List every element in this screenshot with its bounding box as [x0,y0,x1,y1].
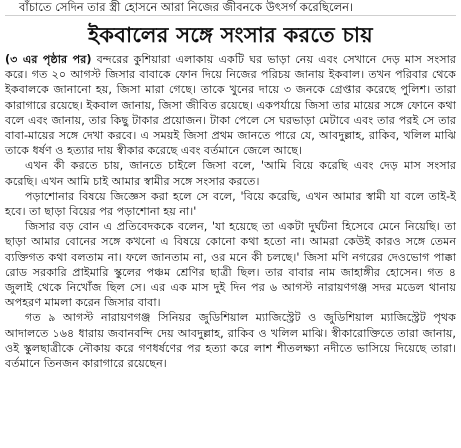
paragraph-3: পড়াশোনার বিষয়ে জিজ্ঞেস করা হলে সে বলে, 'বিয়ে করেছি, এখন আমার স্বামী যা বলে তাই-ই হবে। তা ছাড়া বিয়ের পর পড়াশোনা হয় না।' [5,189,456,219]
paragraph-5: গত ৯ আগস্ট নারায়ণগঞ্জ সিনিয়র জুডিশিয়াল ম্যাজিস্ট্রেট ও জুডিশিয়াল ম্যাজিস্ট্রেট পৃথক আদালতে ১৬৪ ধারায় জবানবন্দি দেয় আবদুল্লাহ, রাকিব ও খলিল মাঝি। স্বীকারোক্তিতে তারা জানায়, ওই স্কুলছাত্রীকে নৌকায় করে গণধর্ষণের পর হত্যা করে লাশ শীতলক্ষ্যা নদীতে ভাসিয়ে দিয়েছে তারা। বর্তমানে তিনজন কারাগারে রয়েছেন। [5,311,456,371]
paragraph-1 [5,52,456,158]
article-body [5,52,456,371]
headline: ইকবালের সঙ্গে সংসার করতে চায় [88,23,373,47]
continued-from-label: (৩ এর পৃষ্ঠার পর) [5,53,92,66]
paragraph-4: জিসার বড় বোন এ প্রতিবেদককে বলেন, 'যা হয়েছে তা একটা দুর্ঘটনা হিসেবে মেনে নিয়েছি। তা ছাড়া আমার বোনের সঙ্গে কখনো এ বিষয়ে কোনো কথা হতো না। আমরা কেউই কারও সঙ্গে তেমন ব্যক্তিগত কথা বলতাম না। ফলে জানতাম না, ওর মনে কী চলছে।' জিসা মণি নগরের দেওভোগ পাক্কা রোড সরকারি প্রাইমারি স্কুলের পঞ্চম শ্রেণির ছাত্রী ছিল। তার বাবার নাম জাহাঙ্গীর হোসেন। গত ৪ জুলাই থেকে নিখোঁজ ছিল সে। এর এক মাস দুই দিন পর ৬ আগস্ট নারায়ণগঞ্জ সদর মডেল থানায় অপহরণ মামলা করেন জিসার বাবা। [5,220,456,310]
paragraph-2: এখন কী করতে চায়, জানতে চাইলে জিসা বলে, 'আমি বিয়ে করেছি এবং দেড় মাস সংসার করেছি। এখন আমি চাই আমার স্বামীর সঙ্গে সংসার করতে। [5,159,456,188]
previous-article-tail: বাঁচাতে সেদিন তার স্ত্রী হোসনে আরা নিজের জীবনকে উৎসর্গ করেছিলেন। [5,0,456,16]
paragraph-1-text: বন্দরের কুশিয়ারা এলাকায় একটি ঘর ভাড়া নেয় এবং সেখানে দেড় মাস সংসার করে। গত ২০ আগস্ট জিসার বাবাকে ফোন দিয়ে নিজের পরিচয় জানায় ইকবাল। তখন পরিবার থেকে ইকবালকে জানানো হয়, জিসা মারা গেছে। তাকে খুনের দায়ে ৩ জনকে গ্রেপ্তার করেছে পুলিশ। তারা কারাগারে রয়েছে। ইকবাল জানায়, জিসা জীবিত রয়েছে। একপর্যায়ে জিসা তার মায়ের সঙ্গে ফোনে কথা বলে এবং জানায়, তার কিছু টাকার প্রয়োজন। টাকা পেলে সে ঘরভাড়া মেটাবে এবং তার পরই সে তার বাবা-মায়ের সঙ্গে দেখা করবে। এ সময়ই জিসা প্রথম জানতে পারে যে, আবদুল্লাহ, রাকিব, খলিল মাঝি তাকে ধর্ষণ ও হত্যার দায় স্বীকার করেছে এবং বর্তমানে জেলে আছে। [5,53,456,158]
